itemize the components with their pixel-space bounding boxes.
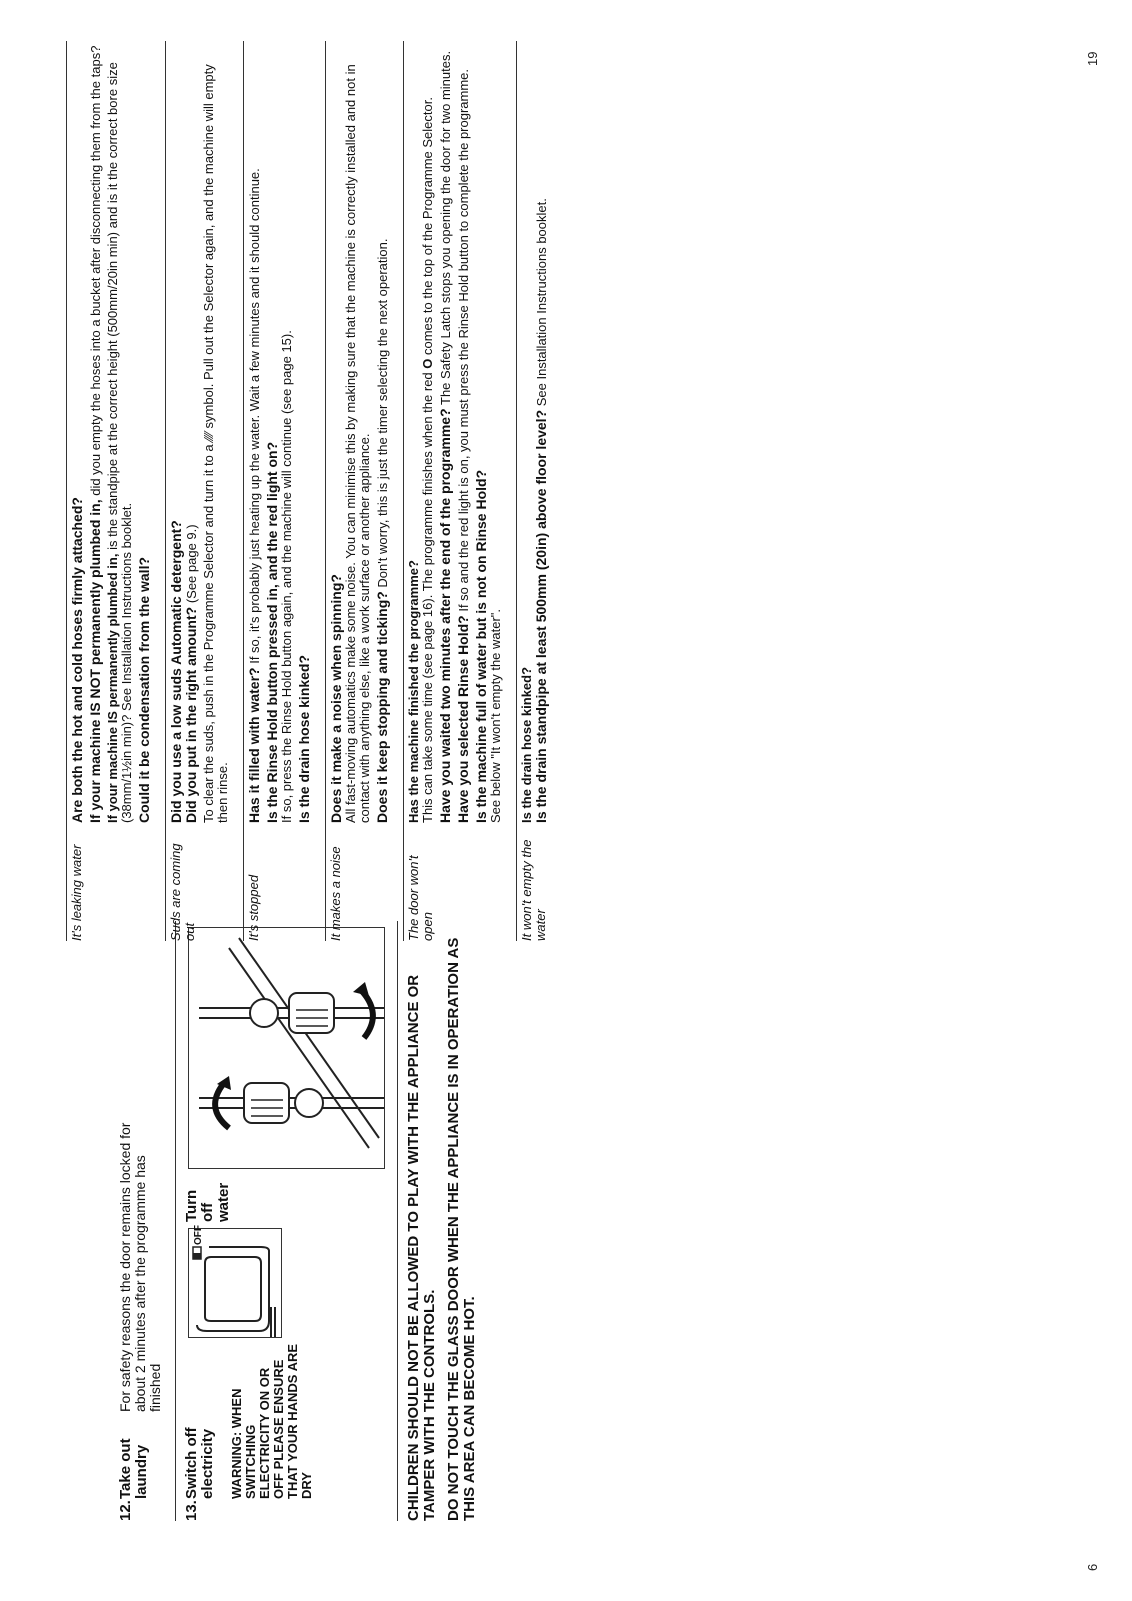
wall-switch-icon — [189, 1229, 281, 1337]
question: Could it be condensation from the wall? — [136, 556, 152, 823]
trouble-row-stopped — [243, 41, 315, 941]
taps-illustration — [188, 927, 385, 1169]
step-title: Switch off electricity — [183, 1427, 216, 1499]
question: Has the machine finished the programme? — [406, 560, 421, 823]
answers — [407, 41, 506, 823]
step-12 — [118, 921, 163, 1521]
divider — [175, 921, 176, 1521]
answer: If so and the red light is on, you must press the Rinse Hold button to complete the programme. — [456, 68, 471, 616]
question: Is the machine full of water but is not on Rinse Hold? — [473, 469, 489, 823]
question: Has it filled with water? — [246, 667, 262, 823]
symptom-label: It won't empty the water — [519, 839, 548, 941]
answer: Don't worry, this is just the timer selecting the next operation. — [375, 238, 390, 592]
taps-icon — [189, 928, 384, 1168]
question: Have you selected Rinse Hold? — [455, 615, 471, 823]
question: Does it keep stopping and ticking? — [374, 591, 390, 823]
step-number: 12. — [117, 1500, 134, 1521]
question: Is the drain hose kinked? — [296, 654, 312, 823]
answers — [70, 41, 155, 823]
step-title: Take out laundry — [117, 1438, 150, 1499]
question: Is the drain hose kinked? — [519, 666, 534, 823]
answer: The Safety Latch stops you opening the door for two minutes. — [438, 50, 453, 409]
symptom-label: It's stopped — [246, 874, 261, 941]
step-13-left — [184, 1341, 385, 1521]
question: Did you put in the right amount? — [183, 606, 199, 823]
red-o-symbol: O — [420, 358, 435, 369]
symptom-label: It makes a noise — [328, 846, 343, 941]
off-label: OFF — [193, 1225, 204, 1245]
trouble-row-empty — [516, 41, 552, 941]
question: Is the drain standpipe at least 500mm (20in) above floor level? — [533, 409, 549, 823]
step-13 — [184, 921, 385, 1521]
question: Does it make a noise when spinning? — [328, 574, 344, 823]
warning-text: WARNING: WHEN SWITCHING ELECTRICITY ON OR OFF PLEASE ENSURE THAT YOUR HANDS ARE DRY — [229, 1343, 314, 1499]
symptom-label: It's leaking water — [69, 844, 84, 941]
trouble-row-suds — [165, 41, 233, 941]
question: If your machine IS NOT permanently plumbed in, — [87, 499, 103, 823]
page-number-right: 19 — [1085, 51, 1100, 66]
question: Is the Rinse Hold button pressed in, and the red light on? — [264, 441, 280, 823]
answer: All fast-moving automatics make some noise. You can minimise this by making sure that the machine is correctly installed and not in contact with anything else, like a work surface or another appliance. — [343, 64, 372, 823]
divider — [397, 921, 398, 1521]
trouble-row-door — [403, 41, 506, 941]
question: Are both the hot and cold hoses firmly attached? — [69, 497, 85, 823]
trouble-row-noise — [325, 41, 393, 941]
answer: If so, press the Rinse Hold button again, and the machine will continue (see page 15). — [279, 330, 294, 823]
answers — [169, 41, 233, 823]
answer: See below "It won't empty the water". — [488, 608, 503, 823]
answer: did you empty the hoses into a bucket after disconnecting them from the taps? — [88, 45, 103, 500]
troubleshooting-column — [66, 41, 562, 941]
answers — [520, 41, 552, 823]
answer: comes to the top of the Programme Selector. — [420, 97, 435, 359]
symptom-label: The door won't open — [406, 855, 435, 941]
answer: This can take some time (see page 16). The programme finishes when the red — [420, 368, 435, 823]
answers — [329, 41, 393, 823]
question: If your machine IS permanently plumbed in, — [105, 553, 120, 823]
answer: See Installation Instructions booklet. — [534, 198, 549, 410]
answer: If so, it's probably just heating up the water. Wait a few minutes and it should continue. — [247, 168, 262, 668]
page-number-left: 6 — [1085, 1563, 1100, 1571]
symptom-label: Suds are coming out — [168, 843, 197, 941]
answer: (See page 9.) — [184, 524, 199, 607]
trouble-row-leaking — [66, 41, 155, 941]
answers — [247, 41, 315, 823]
children-caution: CHILDREN SHOULD NOT BE ALLOWED TO PLAY WITH THE APPLIANCE OR TAMPER WITH THE CONTROLS. — [405, 974, 438, 1521]
answer: is the standpipe at the correct height (500mm/20in min) and is it the correct bore size (38mm/1½in min)? See Installation Instructions booklet. — [105, 62, 134, 823]
water-title: Turn off water — [183, 1182, 232, 1222]
switch-illustration — [188, 1225, 282, 1338]
step-number: 13. — [183, 1500, 200, 1521]
turn-off-water — [184, 1172, 385, 1222]
glass-door-caution: DO NOT TOUCH THE GLASS DOOR WHEN THE APPLIANCE IS IN OPERATION AS THIS AREA CAN BECOME HOT. — [445, 937, 478, 1521]
answer: To clear the suds, push in the Programme Selector and turn it to a ⁄⁄⁄⁄ symbol. Pull out the Selector again, and the machine will empty then rinse. — [201, 64, 230, 823]
question: Did you use a low suds Automatic detergent? — [168, 520, 184, 823]
step-text: For safety reasons the door remains locked for about 2 minutes after the programme has finished — [117, 1122, 163, 1412]
instructions-column — [118, 921, 484, 1521]
question: Have you waited two minutes after the end of the programme? — [437, 408, 453, 823]
